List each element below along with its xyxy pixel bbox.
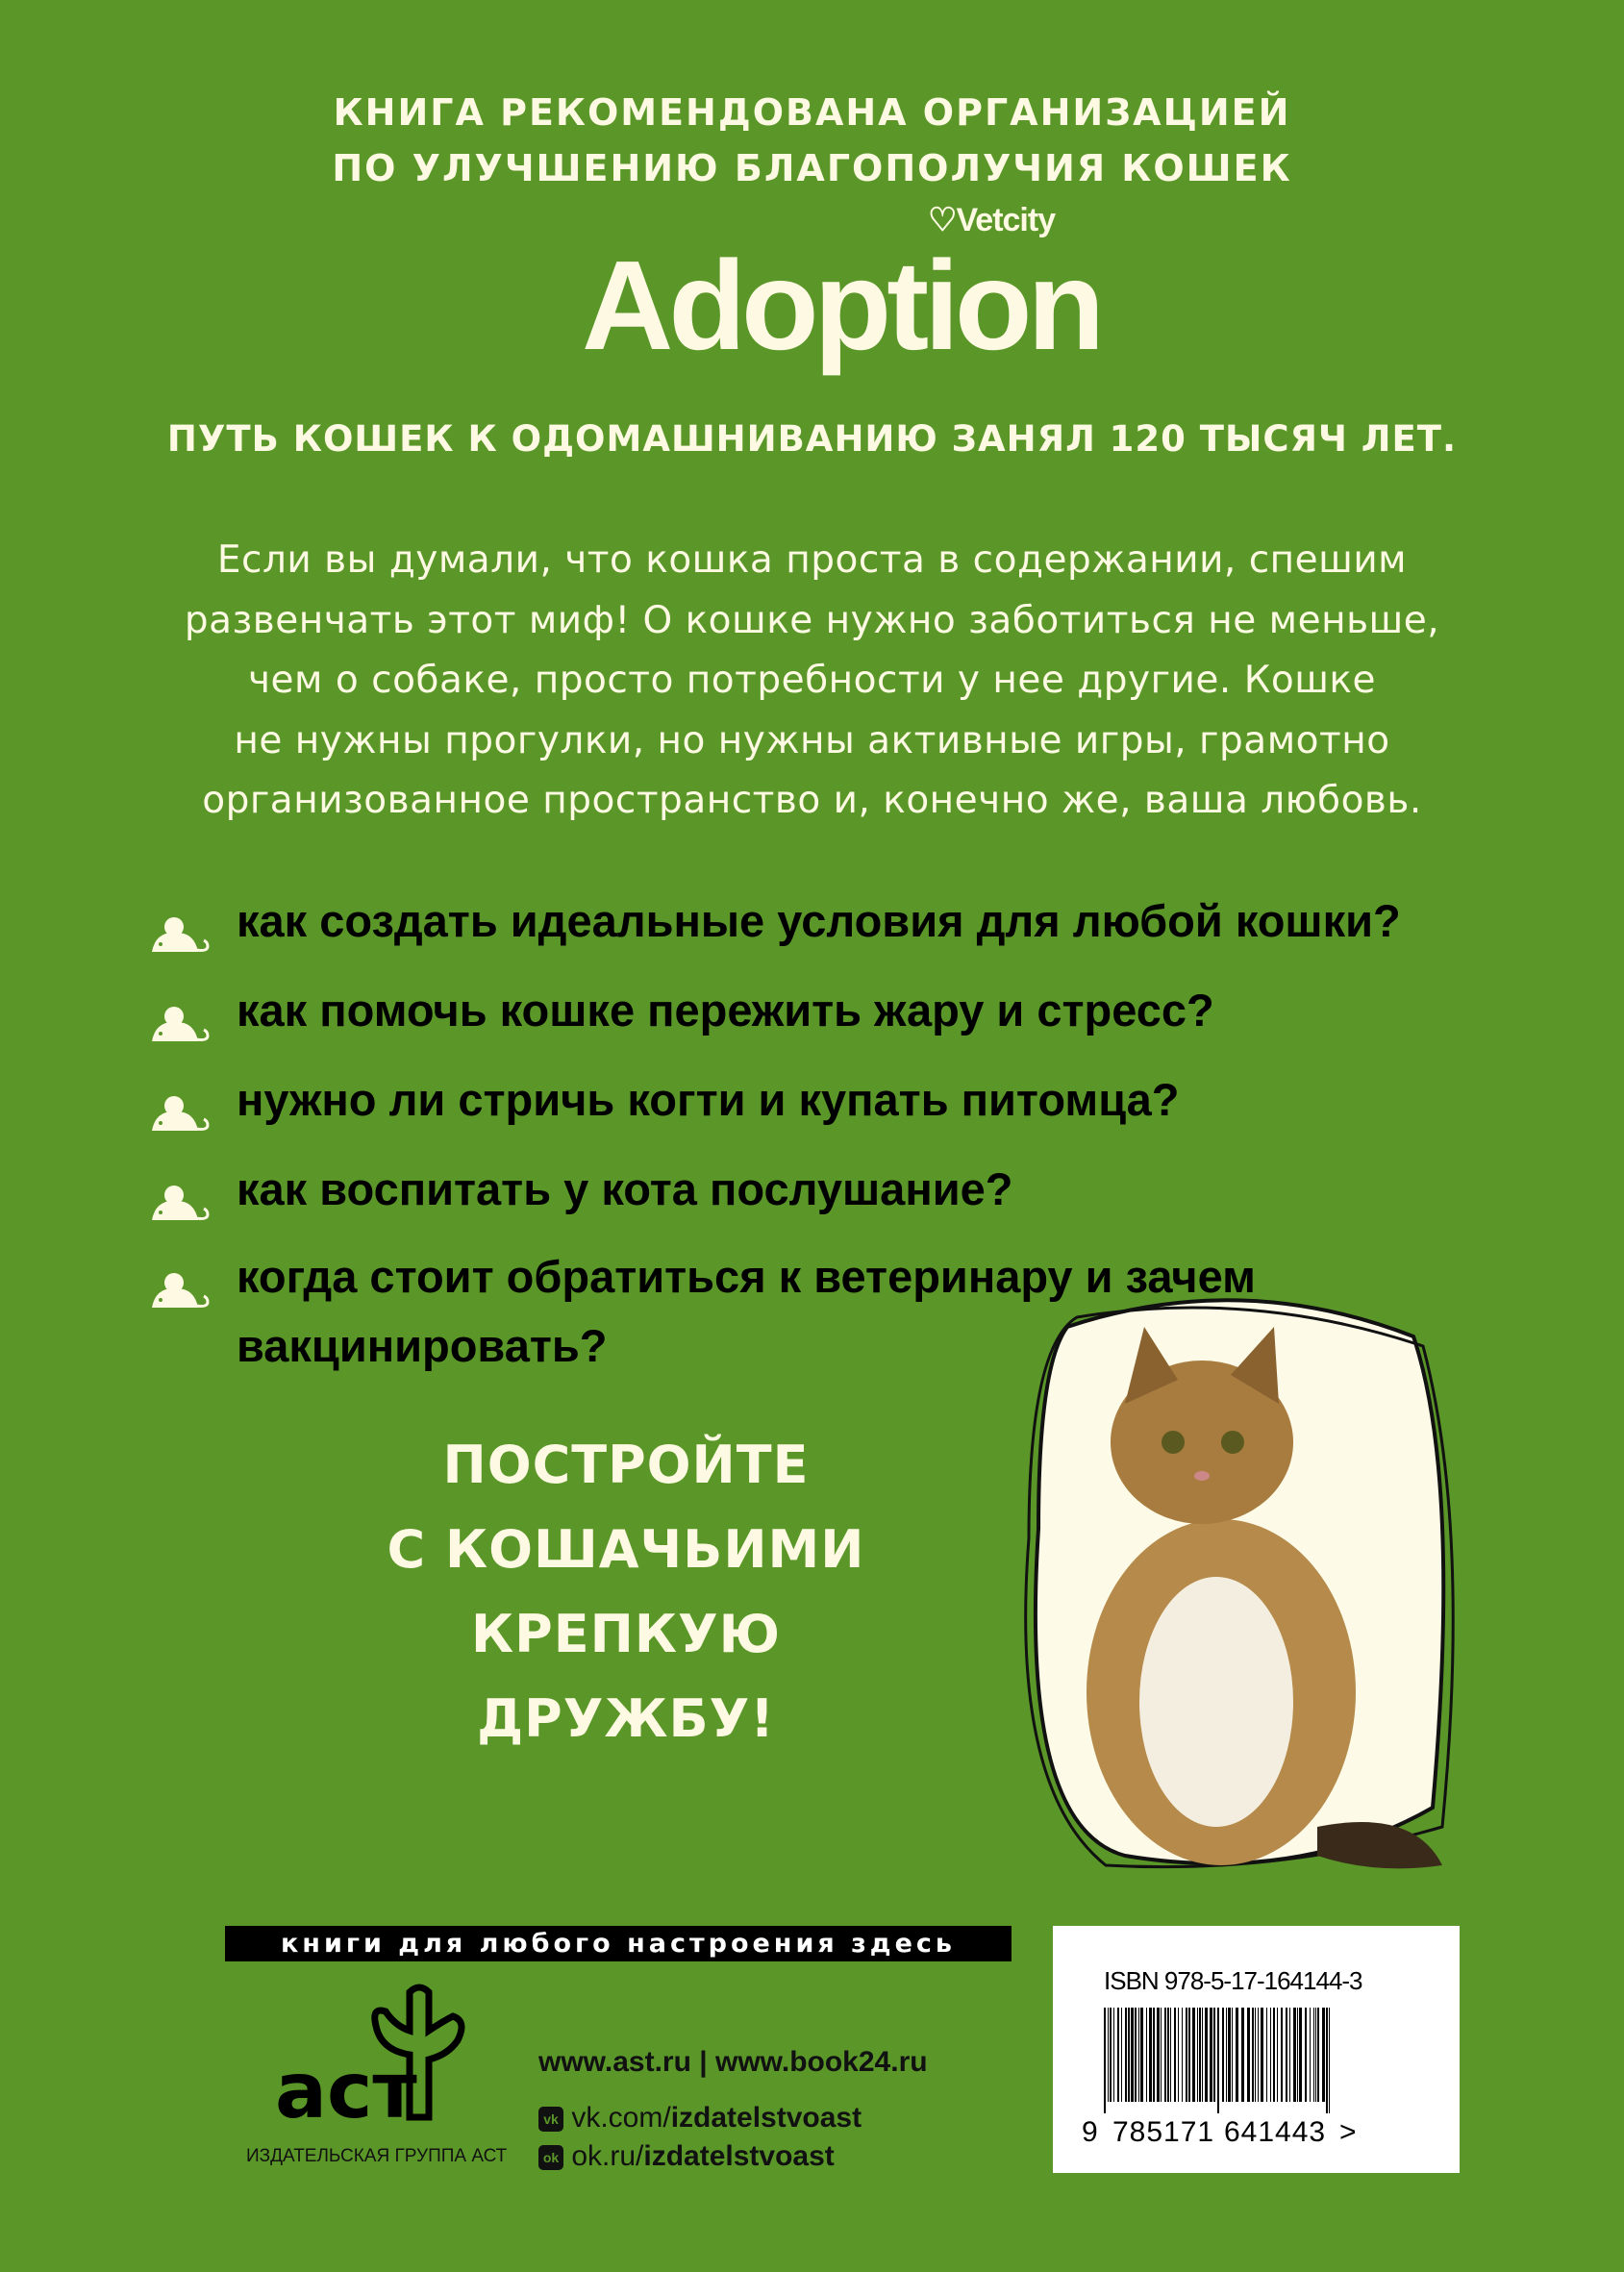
- barcode-bar: [1266, 2008, 1267, 2102]
- barcode-bar: [1197, 2008, 1198, 2102]
- barcode-bar: [1153, 2008, 1155, 2102]
- barcode-bar: [1247, 2008, 1250, 2102]
- barcode-bar: [1315, 2008, 1316, 2102]
- barcode-bar: [1299, 2008, 1302, 2102]
- tagline-bar: книги для любого настроения здесь: [225, 1926, 1012, 1961]
- description-line: Если вы думали, что кошка проста в содержании, спешим: [216, 538, 1408, 582]
- slogan-line: С КОШАЧЬИМИ: [387, 1519, 865, 1580]
- vk-icon: vk: [538, 2107, 563, 2132]
- isbn-barcode-box: [1053, 1926, 1460, 2173]
- barcode-bar: [1146, 2008, 1147, 2102]
- bullet-text: когда стоит обратиться к ветеринару и зачем вакцинировать?: [237, 1251, 1256, 1371]
- barcode-bar: [1313, 2008, 1314, 2102]
- barcode-bar: [1286, 2008, 1287, 2102]
- barcode-bar: [1305, 2008, 1307, 2102]
- barcode-bar: [1205, 2008, 1208, 2102]
- description-line: чем о собаке, просто потребности у нее другие. Кошке: [248, 659, 1376, 702]
- adoption-logo: Adoption: [582, 235, 1101, 376]
- bullet-text: как создать идеальные условия для любой кошки?: [237, 895, 1401, 946]
- barcode-bar: [1170, 2008, 1171, 2102]
- slogan-line: КРЕПКУЮ: [471, 1604, 781, 1664]
- barcode-bar: [1261, 2008, 1263, 2102]
- slogan: [337, 1423, 914, 1761]
- barcode-bar: [1310, 2008, 1311, 2102]
- barcode-bar: [1255, 2008, 1256, 2102]
- website-links[interactable]: www.ast.ru | www.book24.ru: [538, 2046, 928, 2078]
- ok-icon: ok: [538, 2145, 563, 2170]
- barcode-bar: [1329, 2008, 1330, 2113]
- list-item: [152, 1063, 1604, 1153]
- barcode-bar: [1131, 2008, 1134, 2102]
- barcode-bar: [1186, 2008, 1187, 2102]
- barcode-bar: [1174, 2008, 1176, 2102]
- barcode-bar: [1228, 2008, 1231, 2102]
- barcode-bar: [1113, 2008, 1114, 2102]
- barcode-bar: [1297, 2008, 1298, 2102]
- mouse-icon: [152, 1242, 237, 1329]
- barcode-bar: [1289, 2008, 1290, 2102]
- barcode-bar: [1121, 2008, 1122, 2102]
- barcode-bar: [1149, 2008, 1152, 2102]
- mouse-icon: [152, 885, 237, 974]
- heart-icon: ♡: [928, 202, 957, 238]
- barcode-bar: [1157, 2008, 1160, 2102]
- mouse-icon: [152, 974, 237, 1063]
- slogan-line: ДРУЖБУ!: [477, 1688, 775, 1749]
- description-line: не нужны прогулки, но нужны активные игры, грамотно: [234, 718, 1390, 762]
- barcode-bar: [1322, 2008, 1325, 2102]
- barcode-bar: [1277, 2008, 1278, 2102]
- barcode-bar: [1178, 2008, 1179, 2102]
- isbn-label: ISBN 978-5-17-164144-3: [1104, 1966, 1362, 1995]
- list-item: [152, 885, 1604, 974]
- barcode-bar: [1182, 2008, 1183, 2102]
- headline: ПУТЬ КОШЕК К ОДОМАШНИВАНИЮ ЗАНЯЛ 120 ТЫСЯЧ ЛЕТ.: [166, 418, 1458, 460]
- header-line: КНИГА РЕКОМЕНДОВАНА ОРГАНИЗАЦИЕЙ: [333, 91, 1291, 134]
- barcode-bar: [1270, 2008, 1271, 2102]
- mouse-icon: [152, 1063, 237, 1153]
- bullet-text: нужно ли стричь когти и купать питомца?: [237, 1074, 1180, 1125]
- description: [0, 531, 1624, 832]
- description-line: развенчать этот миф! О кошке нужно заботиться не меньше,: [184, 598, 1440, 642]
- slogan-line: ПОСТРОЙТЕ: [442, 1435, 810, 1495]
- barcode-bar: [1241, 2008, 1244, 2102]
- vk-link[interactable]: vk vk.com/izdatelstvoast: [538, 2102, 862, 2135]
- barcode-bar: [1167, 2008, 1169, 2102]
- barcode-bar: [1104, 2008, 1106, 2113]
- barcode-bar: [1326, 2008, 1328, 2113]
- barcode-bar: [1161, 2008, 1162, 2102]
- barcode-digits-left: 785171: [1112, 2116, 1215, 2148]
- bullet-text: как воспитать у кота послушание?: [237, 1163, 1013, 1214]
- barcode-bar: [1252, 2008, 1254, 2102]
- description-line: организованное пространство и, конечно же, ваша любовь.: [202, 779, 1422, 822]
- barcode-bar: [1293, 2008, 1296, 2102]
- barcode-digit-first: 9: [1082, 2116, 1098, 2148]
- publisher-caption: ИЗДАТЕЛЬСКАЯ ГРУППА АСТ: [246, 2146, 508, 2166]
- header-line: ПО УЛУЧШЕНИЮ БЛАГОПОЛУЧИЯ КОШЕК: [332, 147, 1292, 189]
- barcode-bar: [1217, 2008, 1219, 2113]
- barcode-bar: [1108, 2008, 1109, 2102]
- barcode-bar: [1135, 2008, 1137, 2102]
- ast-logo: [275, 1983, 477, 2140]
- barcode-bar: [1210, 2008, 1212, 2102]
- list-item: [152, 1153, 1604, 1242]
- vetcity-brand: ♡Vetcity: [928, 202, 1056, 238]
- barcode-bar: [1232, 2008, 1233, 2102]
- barcode-bar: [1273, 2008, 1275, 2102]
- cat-photo: [1010, 1288, 1471, 1888]
- list-item: [152, 974, 1604, 1063]
- barcode-digits-right: 641443: [1224, 2116, 1327, 2148]
- barcode-bar: [1188, 2008, 1190, 2102]
- barcode-bar: [1125, 2008, 1127, 2102]
- barcode-bar: [1202, 2008, 1203, 2102]
- barcode-bar: [1110, 2008, 1112, 2102]
- barcode-bar: [1128, 2008, 1130, 2102]
- barcode-bar: [1140, 2008, 1143, 2102]
- barcode-bar: [1222, 2008, 1224, 2102]
- barcode: [1104, 2008, 1335, 2113]
- barcode-bar: [1192, 2008, 1195, 2102]
- barcode-bar: [1199, 2008, 1201, 2102]
- ok-link[interactable]: ok ok.ru/izdatelstvoast: [538, 2140, 835, 2173]
- ast-logo-text: аст: [275, 2046, 417, 2135]
- recommendation-header: [0, 85, 1624, 196]
- mouse-icon: [152, 1153, 237, 1242]
- bullet-text: как помочь кошке пережить жару и стресс?: [237, 985, 1214, 1036]
- barcode-bar: [1213, 2008, 1215, 2102]
- barcode-bar: [1117, 2008, 1119, 2102]
- barcode-bar: [1236, 2008, 1238, 2102]
- barcode-bar: [1317, 2008, 1319, 2102]
- barcode-bar: [1164, 2008, 1166, 2102]
- barcode-arrow: >: [1339, 2116, 1357, 2148]
- barcode-bar: [1138, 2008, 1139, 2102]
- barcode-bar: [1281, 2008, 1283, 2102]
- barcode-bar: [1258, 2008, 1259, 2102]
- barcode-bar: [1226, 2008, 1227, 2102]
